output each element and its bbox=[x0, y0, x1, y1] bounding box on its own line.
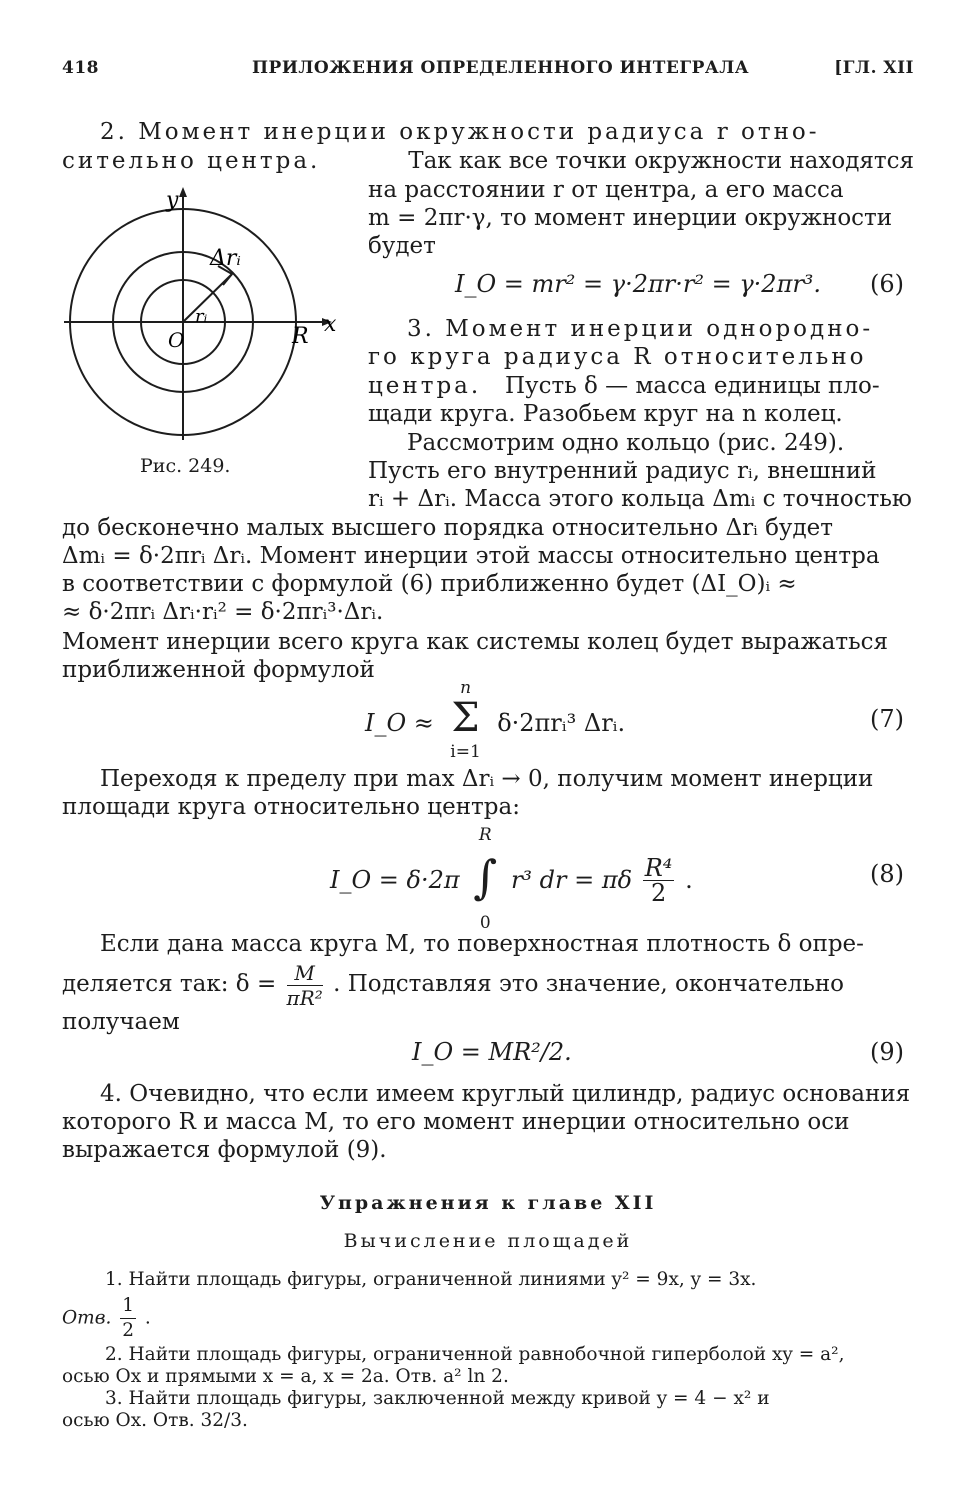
label-x: x bbox=[324, 312, 337, 337]
exercise-2-line1: 2. Найти площадь фигуры, ограниченной равнобочной гиперболой xy = a², bbox=[105, 1344, 845, 1365]
section3-line10: в соответствии с формулой (6) приближенно будет (ΔI_O)ᵢ ≈ bbox=[62, 571, 797, 597]
equation-7-number: (7) bbox=[870, 705, 904, 733]
exercise-3-line1: 3. Найти площадь фигуры, заключенной между кривой y = 4 − x² и bbox=[105, 1388, 770, 1409]
section3-line18: получаем bbox=[62, 1009, 180, 1035]
section3-line2: го круга радиуса R относительно bbox=[368, 344, 867, 370]
equation-8: I_O = δ·2π R ∫ 0 r³ dr = πδ $\frac{\text{R⁴}}{2}$ . bbox=[330, 825, 693, 933]
section2-line2-heading: сительно центра. bbox=[62, 148, 321, 174]
section3-line3a: центра. bbox=[368, 373, 482, 399]
section2-line3: на расстоянии r от центра, а его масса bbox=[368, 177, 844, 203]
exercise-3-line2: осью Ox. Отв. 32/3. bbox=[62, 1410, 248, 1431]
section3-line17: деляется так: δ = $\frac{M}{\text{πR²}}$ . Подставляя это значение, окончательно bbox=[62, 960, 845, 1010]
section4-line3: выражается формулой (9). bbox=[62, 1137, 387, 1163]
section2-line1: 2. Момент инерции окружности радиуса r отно- bbox=[100, 119, 820, 145]
section3-line9: Δmᵢ = δ·2πrᵢ Δrᵢ. Момент инерции этой массы относительно центра bbox=[62, 543, 880, 569]
integral-symbol: R ∫ 0 bbox=[473, 825, 498, 933]
figure-caption: Рис. 249. bbox=[140, 455, 231, 477]
equation-9: I_O = MR²/2. bbox=[412, 1038, 572, 1066]
section3-line16: Если дана масса круга M, то поверхностная плотность δ опре- bbox=[100, 931, 864, 957]
equation-8-number: (8) bbox=[870, 860, 904, 888]
section2-line5: будет bbox=[368, 233, 436, 259]
exercise-2-line2: осью Ox и прямыми x = a, x = 2a. Отв. a² ln 2. bbox=[62, 1366, 509, 1387]
section3-line14: Переходя к пределу при max Δrᵢ → 0, получим момент инерции bbox=[100, 766, 874, 792]
exercise-1-text: 1. Найти площадь фигуры, ограниченной линиями y² = 9x, y = 3x. bbox=[105, 1269, 757, 1290]
section4-line1: 4. Очевидно, что если имеем круглый цилиндр, радиус основания bbox=[100, 1081, 911, 1107]
label-origin: O bbox=[168, 328, 185, 352]
exercises-subheading: Вычисление площадей bbox=[343, 1230, 633, 1252]
section4-line2: которого R и масса M, то его момент инерции относительно оси bbox=[62, 1109, 850, 1135]
section3-line7: rᵢ + Δrᵢ. Масса этого кольца Δmᵢ с точностью bbox=[368, 486, 912, 512]
section3-line1: 3. Момент инерции однородно- bbox=[407, 316, 874, 342]
section3-line11: ≈ δ·2πrᵢ Δrᵢ·rᵢ² = δ·2πrᵢ³·Δrᵢ. bbox=[62, 599, 384, 625]
fraction-R4-over-2: $\frac{\text{R⁴}}{2}$ bbox=[644, 853, 673, 907]
figure-249 bbox=[60, 185, 345, 450]
label-y: y bbox=[166, 188, 179, 213]
section3-line3b: Пусть δ — масса единицы пло- bbox=[505, 373, 880, 399]
equation-9-number: (9) bbox=[870, 1038, 904, 1066]
section3-line12: Момент инерции всего круга как системы колец будет выражаться bbox=[62, 629, 889, 655]
section2-line4: m = 2πr·γ, то момент инерции окружности bbox=[368, 205, 893, 231]
section3-line13: приближенной формулой bbox=[62, 657, 375, 683]
running-header bbox=[62, 58, 914, 90]
running-title: ПРИЛОЖЕНИЯ ОПРЕДЕЛЕННОГО ИНТЕГРАЛА bbox=[252, 58, 750, 78]
section3-line8: до бесконечно малых высшего порядка относительно Δrᵢ будет bbox=[62, 515, 833, 541]
fraction-M-over-piR2: $\frac{M}{\text{πR²}}$ bbox=[286, 960, 323, 1010]
section3-line15: площади круга относительно центра: bbox=[62, 794, 520, 820]
label-R: R bbox=[292, 324, 309, 349]
section3-line5: Рассмотрим одно кольцо (рис. 249). bbox=[407, 430, 845, 456]
sum-symbol: n Σ i=1 bbox=[450, 678, 481, 762]
section2-line2-text: Так как все точки окружности находятся bbox=[408, 148, 914, 174]
section3-line4: щади круга. Разобьем круг на n колец. bbox=[368, 401, 843, 427]
label-delta-ri: Δrᵢ bbox=[210, 246, 241, 271]
page-number: 418 bbox=[62, 58, 99, 78]
equation-6-number: (6) bbox=[870, 270, 904, 298]
exercise-1-answer: Отв. $\frac{1}{2}$ . bbox=[62, 1295, 151, 1341]
y-arrow-head bbox=[179, 187, 187, 197]
exercises-heading: Упражнения к главе XII bbox=[319, 1192, 657, 1214]
label-ri: rᵢ bbox=[195, 306, 208, 327]
fraction-one-half: $\frac{1}{2}$ bbox=[122, 1295, 135, 1341]
equation-7: I_O ≈ n Σ i=1 δ·2πrᵢ³ Δrᵢ. bbox=[365, 678, 625, 768]
section3-line6: Пусть его внутренний радиус rᵢ, внешний bbox=[368, 458, 877, 484]
chapter-marker: [ГЛ. XII bbox=[834, 58, 914, 78]
equation-6: I_O = mr² = γ·2πr·r² = γ·2πr³. bbox=[455, 270, 822, 298]
